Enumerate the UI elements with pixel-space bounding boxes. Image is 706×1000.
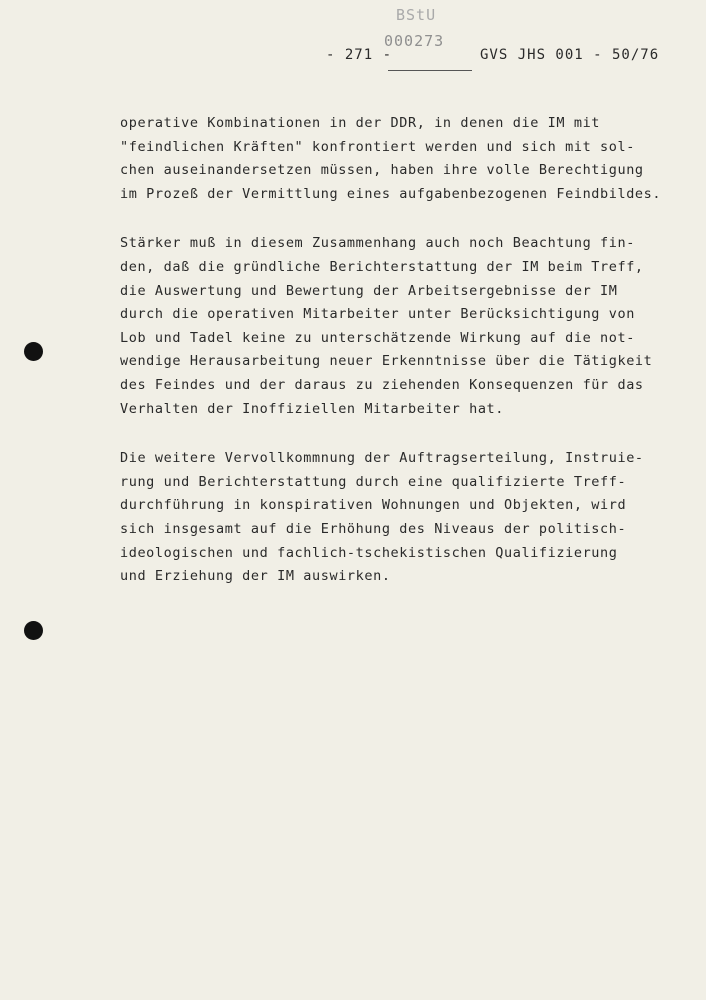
text-line: Verhalten der Inoffiziellen Mitarbeiter hat. [120,400,505,417]
text-line: des Feindes und der daraus zu ziehenden Konsequenzen für das [120,376,644,393]
text-line: "feindlichen Kräften" konfrontiert werden und sich mit sol- [120,138,635,155]
archive-stamp-agency: BStU [396,6,437,24]
page-number-underline [388,70,472,71]
punch-hole [24,621,43,640]
archive-stamp-number: 000273 [384,32,445,50]
document-body [120,112,680,615]
text-line: sich insgesamt auf die Erhöhung des Niveaus der politisch- [120,520,627,537]
text-line: durch die operativen Mitarbeiter unter Berücksichtigung von [120,306,635,323]
punch-hole [24,342,43,361]
text-line: die Auswertung und Bewertung der Arbeitsergebnisse der IM [120,282,618,299]
text-line: ideologischen und fachlich-tschekistischen Qualifizierung [120,544,618,561]
text-line: rung und Berichterstattung durch eine qualifizierte Treff- [120,473,627,490]
paragraph-2 [120,232,680,421]
paragraph-1 [120,112,680,206]
text-line: Die weitere Vervollkommnung der Auftragserteilung, Instruie- [120,450,644,467]
document-reference: GVS JHS 001 - 50/76 [480,47,660,63]
text-line: im Prozeß der Vermittlung eines aufgabenbezogenen Feindbildes. [120,185,662,202]
text-line: chen auseinandersetzen müssen, haben ihre volle Berechtigung [120,162,644,179]
text-line: und Erziehung der IM auswirken. [120,568,391,585]
text-line: durchführung in konspirativen Wohnungen und Objekten, wird [120,497,627,514]
paragraph-3 [120,447,680,589]
page-number: - 271 - [326,47,393,63]
text-line: Stärker muß in diesem Zusammenhang auch noch Beachtung fin- [120,235,635,252]
text-line: den, daß die gründliche Berichterstattung der IM beim Treff, [120,258,644,275]
text-line: wendige Herausarbeitung neuer Erkenntnisse über die Tätigkeit [120,353,653,370]
text-line: operative Kombinationen in der DDR, in denen die IM mit [120,115,601,131]
text-line: Lob und Tadel keine zu unterschätzende Wirkung auf die not- [120,329,635,346]
